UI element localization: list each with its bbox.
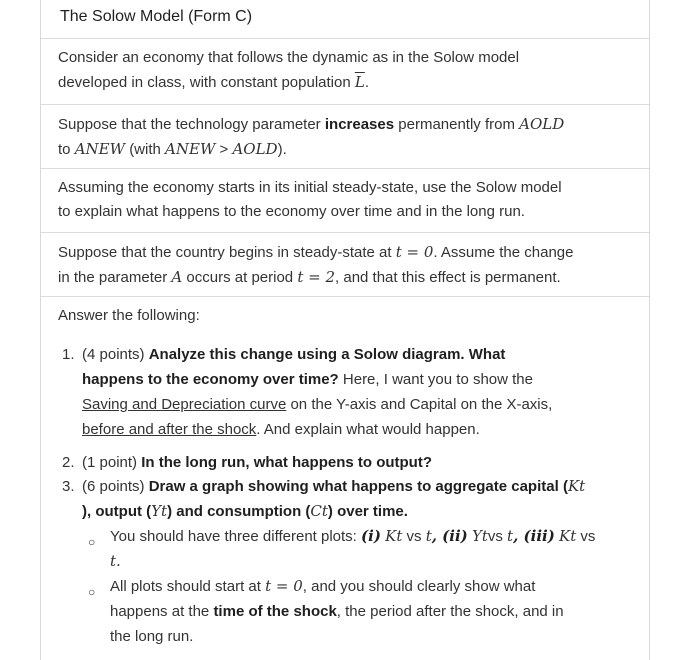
assumption-paragraph: Assuming the economy starts in its initial steady-state, use the Solow model to explain what happens to the economy over time and in the long run. [58,179,562,220]
question-item-1: 1. (4 points) Analyze this change using a Solow diagram. What happens to the economy over time? Here, I want you to show the Saving and Depreciation curve on the Y-axis and Capital on the X-axis, before and after the shock. And explain what would happen. [62,346,553,438]
increases-bold: increases [324,116,395,133]
intro-line-2: developed in class, with constant population $\overline{L}$. [58,73,370,91]
sub-item-2: All plots should start at t = 0, and you should clearly show what happens at the time of the shock, the period after the shock, and in the long run. [110,577,564,645]
document-title: The Solow Model (Form C) [60,8,253,25]
divider-2 [41,168,649,169]
sub-item-1: You should have three different plots: (i) Kt vs t, (ii) Ytvs t, (iii) Kt vs t. [110,527,596,570]
divider-1 [41,104,649,105]
bullet-icon: ○ [88,535,96,549]
bullet-icon: ○ [88,585,96,599]
intro-paragraph [58,46,638,95]
a-new-symbol: ANEW [74,140,126,158]
answer-label: Answer the following: [58,307,200,324]
intro-line-1: Consider an economy that follows the dynamic as in the Solow model [58,49,520,66]
divider-4 [41,296,649,297]
title-divider [41,38,649,39]
technology-paragraph: Suppose that the technology parameter increases permanently from AOLD to ANEW (with ANEW > AOLD). [58,115,565,158]
question-item-3: 3. (6 points) Draw a graph showing what happens to aggregate capital (Kt ), output (Yt) and consumption (Ct) over time. ○ You should have three different plots: (i) Kt vs t, (ii) Ytvs t, (iii) Kt vs t. ○ All plots should start at t = 0, and you should clearly show what happens at the time of the shock, the period after the shock, and in the long run. [58,474,638,660]
a-old-symbol: AOLD [519,115,565,133]
population-symbol: $\overline{L}$ [354,73,365,91]
timing-paragraph: Suppose that the country begins in steady-state at t = 0. Assume the change in the parameter A occurs at period t = 2, and that this effect is permanent. [58,243,574,286]
question-item-2: 2. (1 point) In the long run, what happens to output? [62,454,432,471]
divider-3 [41,232,649,233]
